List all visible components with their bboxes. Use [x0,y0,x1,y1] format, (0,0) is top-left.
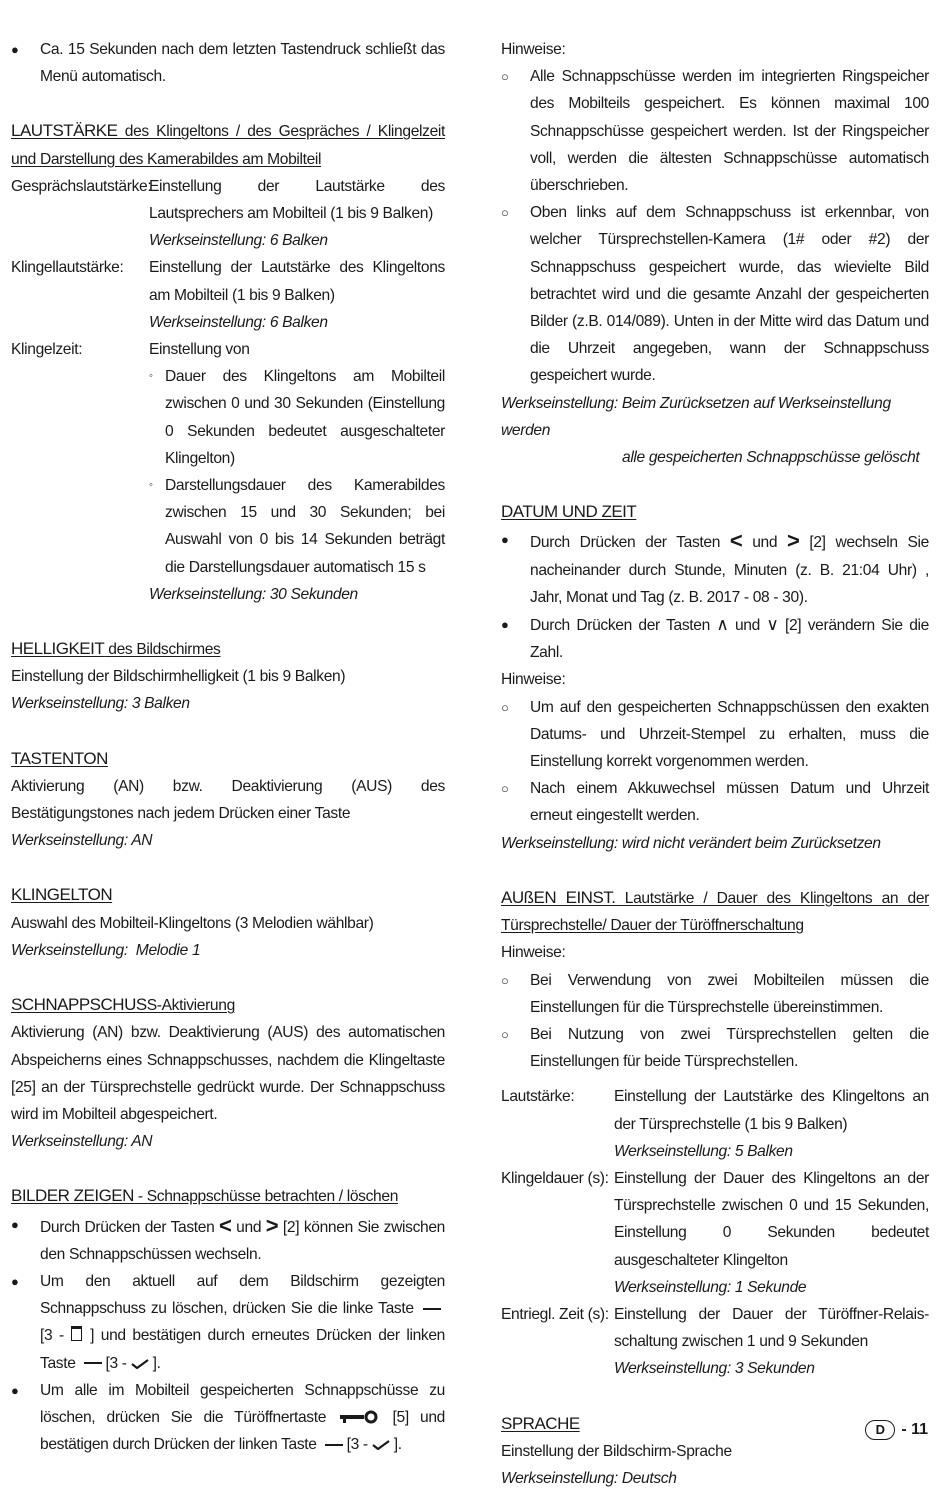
note-text: Oben links auf dem Schnappschuss ist erkennbar, von welcher Türsprechstellen-Kamera (1# oder #2) der Schnappschuss gespeichert wurde, das wievielte Bild betrachtet wird und die gesamte Anzahl der gespeicherten Bilder (z.B. 014/089). Unten in der Mitte wird das Datum und die Uhrzeit angegeben, wann der Schnappschuss gespeichert wurde. [530,204,929,385]
heading-title: SCHNAPPSCHUS [11,995,147,1015]
text-run: [2] können Sie zwischen den Schnappschüssen wechseln. [40,1218,445,1263]
bullet-marker: ● [11,1273,19,1289]
list-item [11,1377,445,1459]
note-text: Bei Verwendung von zwei Mobilteilen müssen die Einstellungen für die Türsprechstelle übereinstimmen. [530,971,929,1016]
check-icon [131,1359,149,1369]
list-item [501,694,929,776]
setting-desc: Einstellung von [149,341,250,359]
list-item [501,967,929,1021]
arrow-left-icon: < [219,1212,232,1238]
hinweise-label: Hinweise: [501,671,566,689]
setting-desc: Einstellung der Lautstärke des Lautsprechers am Mobilteil (1 bis 9 Balken) [149,177,445,223]
text-run: ]. [389,1436,402,1454]
section-default: Werkseinstellung: AN [11,1133,153,1151]
setting-row [501,1165,929,1301]
bilder-list [11,1211,445,1459]
bullet-marker: ● [501,532,509,548]
text-run: [3 - [40,1327,71,1345]
note-text: Bei Nutzung von zwei Türsprechstellen gelten die Einstellungen für beide Türsprechstellen. [530,1025,929,1071]
list-item [501,199,929,389]
setting-desc-block [149,336,445,608]
hinweise-label: Hinweise: [501,944,566,962]
heading-title: AUßEN EINST. [501,887,616,907]
setting-term: Klingeldauer (s): [501,1169,609,1187]
section-default: Werkseinstellung: wird nicht verändert beim Zurücksetzen [501,834,881,852]
setting-row [501,1301,929,1383]
speicher-default-line-1: Werkseinstellung: Beim Zurücksetzen auf Werkseinstellung werden [501,394,891,439]
circle-marker: ○ [501,699,509,715]
section-datum-zeit [501,498,929,857]
hinweise-label: Hinweise: [501,41,566,58]
section-tastenton [11,745,445,855]
section-default: Werkseinstellung: Deutsch [501,1469,677,1487]
setting-desc: Einstellung der Lautstärke des Klingeltons an der Türsprechstelle (1 bis 9 Balken) [614,1088,929,1133]
section-text: Aktivierung (AN) bzw. Deaktivierung (AUS) des automatischen Abspeicherns eines Schnappschusses, nachdem die Klingeltaste [25] an der Türsprechstelle gedrückt wurde. Der Schnappschuss wird im Mobilteil abgespeichert. [11,1024,445,1123]
sub-marker: ◦ [149,479,153,492]
section-heading [11,1182,445,1210]
note-text: Um auf den gespeicherten Schnappschüssen den exakten Datums- und Uhrzeit-Stempel zu erhalten, muss die Einstellung korrekt vorgenommen werden. [530,698,929,771]
list-item [149,472,445,581]
page-number: - 11 [901,1421,928,1438]
section-default: Werkseinstellung: AN [11,832,153,850]
section-heading [11,635,445,663]
setting-default: Werkseinstellung: 3 Sekunden [614,1360,815,1378]
text-run: Durch Drücken der Tasten [530,617,717,635]
sub-text: Darstellungsdauer des Kamerabildes zwischen 15 und 30 Sekunden; bei Auswahl von 0 bis 14 Sekunden beträgt die Darstellungsdauer automatisch 15 s [165,477,445,576]
sub-marker: ◦ [149,370,153,383]
heading-subtitle: des Bildschirmes [104,641,221,659]
section-text: Einstellung der Bildschirmhelligkeit (1 bis 9 Balken) [11,668,346,686]
note-text: Alle Schnappschüsse werden im integrierten Ringspeicher des Mobilteils gespeichert. Es können maximal 100 Schnappschüsse gespeichert werden. Ist der Ringspeicher voll, werden die ältesten Schnappschüsse automatisch überschrieben. [530,68,929,195]
setting-desc-block [614,1083,929,1165]
settings-list [11,173,445,608]
list-item [501,775,929,829]
setting-desc: Einstellung der Dauer der Türöffner-Relais-schaltung zwischen 1 und 9 Sekunden [614,1305,929,1351]
setting-row [11,173,445,255]
section-aussen-einst [501,884,929,1383]
list-item [501,526,929,611]
setting-row [11,254,445,336]
heading-subtitle: - Schnappschüsse betrachten / löschen [133,1188,399,1206]
dash-key-icon [423,1308,441,1310]
setting-desc: Einstellung der Lautstärke des Klingeltons am Mobilteil (1 bis 9 Balken) [149,259,445,304]
setting-desc-block [614,1301,929,1383]
circle-marker: ○ [501,781,509,797]
text-run: Um alle im Mobilteil gespeicherten Schnappschüsse zu löschen, drücken Sie die Türöffnertaste [40,1381,445,1426]
section-heading [11,991,445,1019]
setting-term: Klingelzeit: [11,341,83,359]
setting-default: Werkseinstellung: 6 Balken [149,313,328,331]
circle-marker: ○ [501,1026,509,1042]
intro-text: Ca. 15 Sekunden nach dem letzten Tastendruck schließt das Menü automatisch. [40,41,445,86]
text-run: Um den aktuell auf dem Bildschirm gezeigten Schnappschuss zu löschen, drücken Sie die linke Taste [40,1272,445,1318]
text-run: Durch Drücken der Tasten [40,1218,220,1236]
heading-subtitle: des Klingeltons / des Gespräches / Klingelzeit und Darstellung des Kamerabildes am Mobilteil [11,123,445,168]
text-run: [3 - [346,1436,372,1454]
text-run: ] und bestätigen durch erneutes Drücken der linken Taste [40,1327,445,1372]
setting-row [11,336,445,608]
section-default: Werkseinstellung: 3 Balken [11,695,190,713]
speicher-default-line-2: alle gespeicherten Schnappschüsse gelöscht [622,449,920,467]
arrow-up-icon: ∧ [716,615,729,635]
setting-term: Entriegl. Zeit (s): [501,1305,609,1323]
arrow-down-icon: ∨ [766,615,779,635]
list-item [501,611,929,666]
text-run: und [742,534,787,552]
list-item [11,1268,445,1377]
sub-text: Dauer des Klingeltons am Mobilteil zwischen 0 und 30 Sekunden (Einstellung 0 Sekunden bedeutet ausgeschalteter Klingelton) [165,368,445,467]
section-heading [11,745,445,773]
text-run: [3 - [105,1354,131,1372]
speicher-notes [501,63,929,389]
list-item [11,1211,445,1268]
door-opener-key-icon [339,1410,379,1424]
setting-term: Klingellautstärke: [11,259,124,277]
bullet-marker: ● [11,42,19,57]
setting-default: Werkseinstellung: 1 Sekunde [614,1278,807,1296]
section-text: Aktivierung (AN) bzw. Deaktivierung (AUS) des Bestätigungstones nach jedem Drücken einer Taste [11,777,445,823]
setting-term: Lautstärke: [501,1088,575,1106]
heading-title: DATUM UND ZEIT [501,502,637,522]
page-footer [865,1420,928,1440]
heading-title: KLINGELTON [11,885,113,905]
datum-list [501,526,929,666]
heading-title: HELLIGKEIT [11,639,105,659]
list-item [149,363,445,472]
right-column [501,36,929,1492]
circle-marker: ○ [501,972,509,988]
text-run: [2] wechseln Sie nacheinander durch Stunde, Minuten (z. B. 21:04 Uhr) , Jahr, Monat und Tag (z. B. 2017 - 08 - 30). [530,534,929,606]
note-text: Nach einem Akkuwechsel müssen Datum und Uhrzeit erneut eingestellt werden. [530,780,929,825]
section-heading [11,881,445,909]
section-default: Werkseinstellung: Melodie 1 [11,941,201,959]
setting-default: Werkseinstellung: 6 Balken [149,232,328,250]
arrow-right-icon: > [265,1212,279,1238]
section-lautstaerke [11,117,445,608]
dash-key-icon [84,1362,102,1364]
text-run: ]. [148,1354,161,1372]
bullet-marker: ● [501,617,509,633]
section-heading [11,117,445,172]
section-klingelton [11,881,445,964]
language-badge: D [865,1420,895,1440]
heading-title: SPRACHE [501,1413,580,1433]
intro-list [11,36,445,90]
setting-desc-block [614,1165,929,1301]
setting-row [501,1083,929,1165]
section-text: Auswahl des Mobilteil-Klingeltons (3 Melodien wählbar) [11,914,374,932]
section-schnappschuss [11,991,445,1155]
text-run: [5] und bestätigen durch Drücken der linken Taste [40,1408,445,1454]
dash-key-icon [325,1444,343,1446]
setting-default: Werkseinstellung: 5 Balken [614,1142,793,1160]
heading-subtitle: S-Aktivierung [146,997,235,1015]
heading-title: LAUTSTÄRKE [11,121,118,141]
bullet-marker: ● [11,1382,19,1398]
left-column [11,36,445,1458]
heading-title: BILDER ZEIGEN [11,1186,134,1206]
heading-title: TASTENTON [11,748,108,768]
list-item [11,36,445,90]
text-run: und [231,1218,266,1236]
setting-term: Gesprächslautstärke: [11,177,152,195]
section-text: Einstellung der Bildschirm-Sprache [501,1442,732,1460]
sub-list [149,363,445,581]
list-item [501,1021,929,1075]
setting-desc-block [149,173,445,255]
circle-marker: ○ [501,69,509,85]
text-run: Durch Drücken der Tasten [530,534,730,552]
text-run: und [728,617,767,635]
heading-subtitle: Lautstärke / Dauer des Klingeltons an der Türsprechstelle/ Dauer der Türöffnerschaltung [501,889,929,935]
text-run: [2] verändern Sie die Zahl. [530,617,929,662]
circle-marker: ○ [501,205,509,221]
arrow-left-icon: < [729,528,743,554]
section-helligkeit [11,635,445,718]
trash-icon [71,1326,82,1341]
setting-default: Werkseinstellung: 30 Sekunden [149,585,358,603]
setting-desc-block [149,254,445,336]
list-item [501,63,929,199]
section-heading [501,884,929,939]
section-heading [501,498,929,526]
arrow-right-icon: > [787,528,800,554]
datum-notes [501,694,929,830]
setting-desc: Einstellung der Dauer des Klingeltons an der Türsprechstelle zwischen 0 und 15 Sekunden, Einstellung 0 Sekunden bedeutet ausgeschalteter Klingelton [614,1169,929,1269]
aussen-notes [501,967,929,1076]
bullet-marker: ● [11,1216,19,1232]
section-bilder-zeigen [11,1182,445,1458]
settings-list [501,1083,929,1382]
